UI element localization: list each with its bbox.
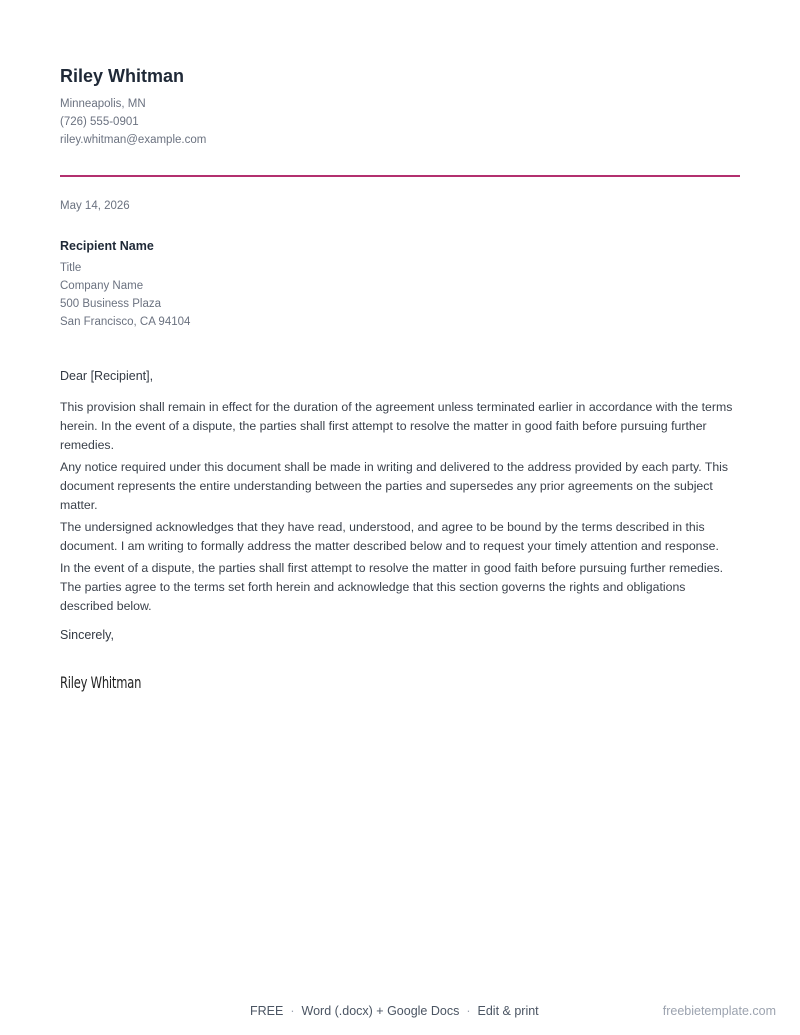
sender-city: Minneapolis, MN — [60, 98, 146, 110]
header-divider — [60, 175, 740, 177]
recipient-city: San Francisco, CA 94104 — [60, 316, 191, 328]
letter-body — [60, 398, 742, 619]
footer-promo — [250, 1004, 539, 1018]
footer-formats: Word (.docx) + Google Docs — [301, 1004, 460, 1018]
body-paragraph: The undersigned acknowledges that they have read, understood, and agree to be bound by the terms described in this document. I am writing to formally address the matter described below and to request your timely attention and response. — [60, 520, 719, 553]
closing: Sincerely, — [60, 628, 114, 642]
recipient-address — [60, 259, 190, 331]
sender-email: riley.whitman@example.com — [60, 134, 207, 146]
recipient-street: 500 Business Plaza — [60, 298, 162, 310]
sender-phone: (726) 555-0901 — [60, 116, 139, 128]
footer-price: FREE — [250, 1004, 284, 1018]
letter-date: May 14, 2026 — [60, 200, 130, 212]
salutation: Dear [Recipient], — [60, 369, 154, 383]
sender-contact — [60, 95, 206, 149]
signature: Riley Whitman — [60, 673, 142, 692]
footer-site-link[interactable]: freebietemplate.com — [662, 1004, 776, 1018]
recipient-name: Recipient Name — [60, 239, 154, 253]
recipient-title: Title — [60, 262, 82, 274]
body-paragraph: In the event of a dispute, the parties shall first attempt to resolve the matter in good faith before pursuing further remedies. The parties agree to the terms set forth herein and acknowledge that this section governs the rights and obligations described below. — [60, 561, 724, 613]
body-paragraph: This provision shall remain in effect for the duration of the agreement unless terminated earlier in accordance with the terms herein. In the event of a dispute, the parties shall first attempt to resolve the matter in good faith before pursuing further remedies. — [60, 400, 733, 452]
body-paragraph: Any notice required under this document shall be made in writing and delivered to the address provided by each party. This document represents the entire understanding between the parties and supersedes any prior agreements on the subject matter. — [60, 460, 729, 512]
footer-separator: · — [290, 1004, 295, 1018]
sender-name: Riley Whitman — [60, 66, 185, 86]
footer-separator: · — [466, 1004, 471, 1018]
recipient-company: Company Name — [60, 280, 144, 292]
footer-action: Edit & print — [477, 1004, 539, 1018]
